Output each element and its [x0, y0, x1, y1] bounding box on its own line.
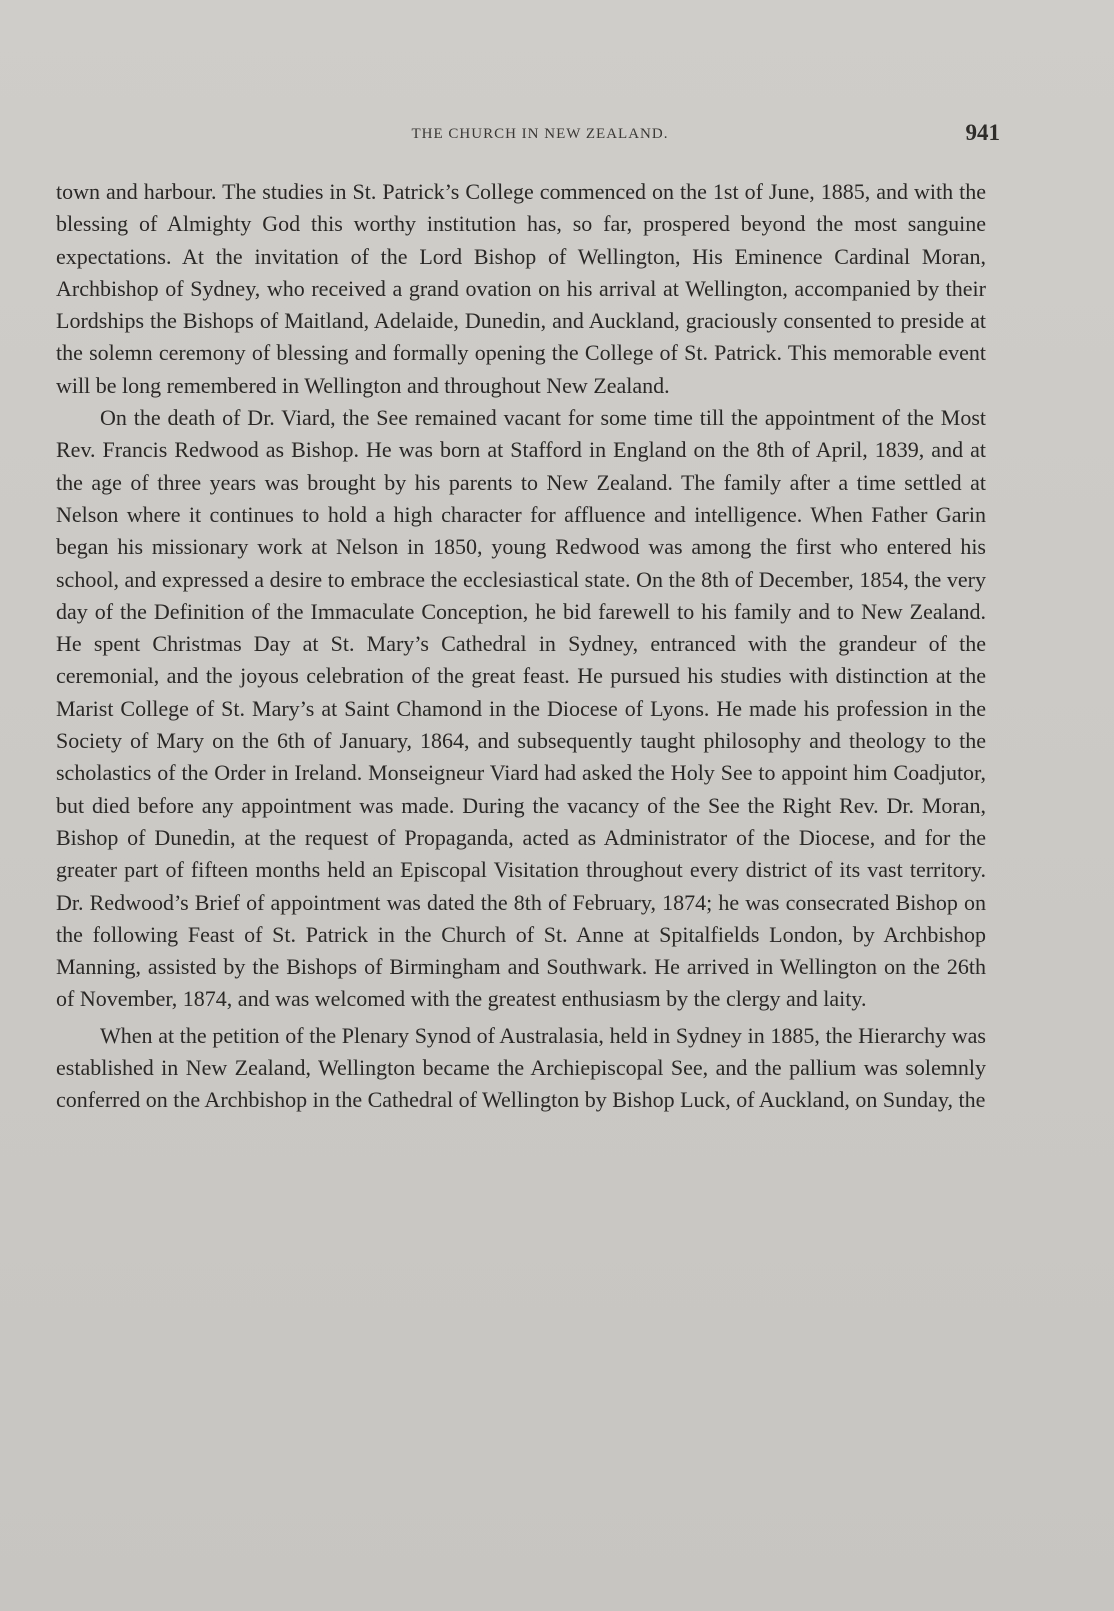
- paragraph-2: On the death of Dr. Viard, the See remained vacant for some time till the appointment of the Most Rev. Francis Redwood as Bishop. He was born at Stafford in England on the 8th of April, 1839, and at the age of three years was brought by his parents to New Zealand. The family after a time settled at Nelson where it continues to hold a high character for affluence and intelligence. When Father Garin began his missionary work at Nelson in 1850, young Redwood was among the first who entered his school, and expressed a desire to embrace the ecclesiastical state. On the 8th of December, 1854, the very day of the Definition of the Immaculate Conception, he bid farewell to his family and to New Zealand. He spent Christmas Day at St. Mary’s Cathedral in Sydney, entranced with the grandeur of the ceremonial, and the joyous celebration of the great feast. He pursued his studies with distinction at the Marist College of St. Mary’s at Saint Chamond in the Diocese of Lyons. He made his profession in the Society of Mary on the 6th of January, 1864, and subsequently taught philosophy and theology to the scholastics of the Order in Ireland. Monseigneur Viard had asked the Holy See to appoint him Coadjutor, but died before any appointment was made. During the vacancy of the See the Right Rev. Dr. Moran, Bishop of Dunedin, at the request of Propaganda, acted as Administrator of the Diocese, and for the greater part of fifteen months held an Episcopal Visitation throughout every district of its vast territory. Dr. Redwood’s Brief of appointment was dated the 8th of February, 1874; he was consecrated Bishop on the following Feast of St. Patrick in the Church of St. Anne at Spitalfields London, by Archbishop Manning, assisted by the Bishops of Birmingham and Southwark. He arrived in Wellington on the 26th of November, 1874, and was welcomed with the greatest enthusiasm by the clergy and laity.: [56, 405, 986, 1012]
- paragraph-1: town and harbour. The studies in St. Patrick’s College commenced on the 1st of June, 1885, and with the blessing of Almighty God this worthy institution has, so far, prospered beyond the most sanguine expectations. At the invitation of the Lord Bishop of Wellington, His Eminence Cardinal Moran, Archbishop of Sydney, who received a grand ovation on his arrival at Wellington, accompanied by their Lordships the Bishops of Maitland, Adelaide, Dunedin, and Auckland, graciously consented to preside at the solemn ceremony of blessing and formally opening the College of St. Patrick. This memorable event will be long remembered in Wellington and throughout New Zealand.: [56, 179, 986, 398]
- running-head-title: THE CHURCH IN NEW ZEALAND.: [411, 126, 669, 142]
- paragraph-3: When at the petition of the Plenary Synod of Australasia, held in Sydney in 1885, the Hierarchy was established in New Zealand, Wellington became the Archiepiscopal See, and the pallium was solemnly conferred on the Archbishop in the Cathedral of Wellington by Bishop Luck, of Auckland, on Sunday, the: [56, 1022, 986, 1113]
- page-number: 941: [965, 120, 1000, 145]
- body-text: [56, 176, 986, 1117]
